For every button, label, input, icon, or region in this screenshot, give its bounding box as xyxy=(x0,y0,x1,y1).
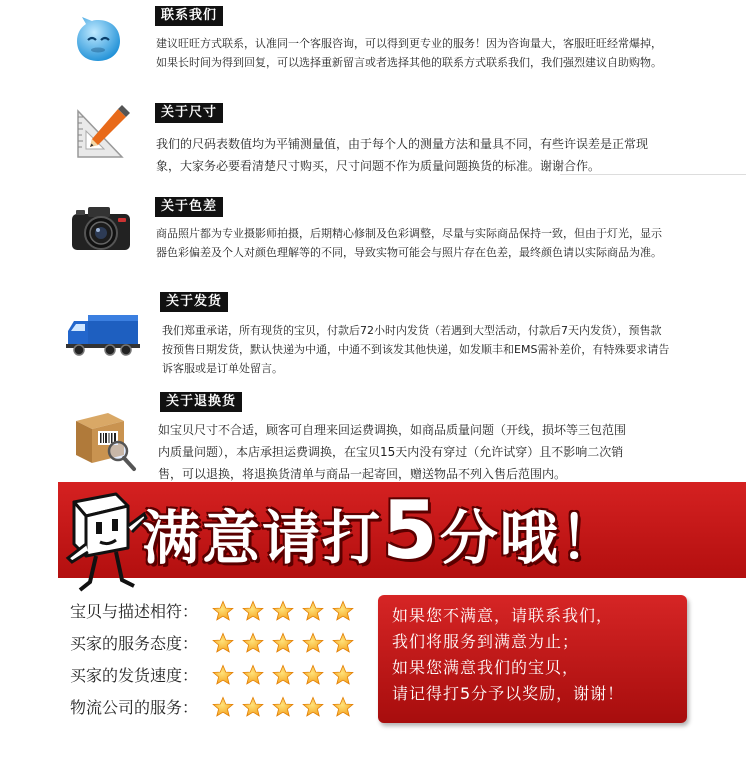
package-barcode-icon xyxy=(72,407,138,473)
text-line: 诉客服或是订单处留言。 xyxy=(162,362,283,375)
camera-icon xyxy=(70,202,132,254)
banner-text-before: 满意请打 xyxy=(142,504,383,572)
rating-label: 买家的服务态度： xyxy=(70,634,199,653)
notice-line: 如果您满意我们的宝贝， xyxy=(392,658,580,677)
text-line: 我们的尺码表数值均为平铺测量值，由于每个人的测量方法和量具不同，有些许误差是正常现 xyxy=(156,137,649,151)
notice-line: 请记得打5分予以奖励，谢谢！ xyxy=(392,684,625,703)
section-text xyxy=(156,224,716,262)
notice-line: 如果您不满意，请联系我们， xyxy=(392,606,614,625)
rating-label: 宝贝与描述相符： xyxy=(70,602,199,621)
star-icon[interactable] xyxy=(272,696,294,718)
rating-row xyxy=(70,694,370,722)
star-icon[interactable] xyxy=(302,696,324,718)
banner-number: 5 xyxy=(382,484,440,577)
star-icon[interactable] xyxy=(242,632,264,654)
star-icon[interactable] xyxy=(242,664,264,686)
star-icon[interactable] xyxy=(242,696,264,718)
section-tag: 关于退换货 xyxy=(160,392,242,412)
section-tag: 关于尺寸 xyxy=(155,103,223,123)
box-mascot-icon xyxy=(60,486,148,598)
section-size xyxy=(0,95,750,190)
banner-title xyxy=(142,486,620,576)
star-icon[interactable] xyxy=(332,632,354,654)
star-icon[interactable] xyxy=(212,632,234,654)
delivery-truck-icon xyxy=(66,313,140,357)
chat-smiley-icon xyxy=(72,14,124,66)
text-line: 建议旺旺方式联系，认准同一个客服咨询，可以得到更专业的服务！因为咨询量大，客服旺旺经常爆掉， xyxy=(156,37,662,50)
text-line: 售，可以退换，将退换货清单与商品一起寄回，赠送物品不列入售后范围内。 xyxy=(158,467,567,481)
section-text xyxy=(162,321,722,378)
text-line: 象，大家务必要看清楚尺寸购买，尺寸问题不作为质量问题换货的标准。谢谢合作。 xyxy=(156,159,601,173)
star-icon[interactable] xyxy=(302,664,324,686)
section-text xyxy=(158,419,718,485)
star-icon[interactable] xyxy=(272,600,294,622)
divider xyxy=(560,174,746,175)
text-line: 器色彩偏差及个人对颜色理解等的不同，导致实物可能会与照片存在色差，最终颜色请以实际商品为准。 xyxy=(156,246,662,259)
star-icon[interactable] xyxy=(212,600,234,622)
text-line: 按预售日期发货，默认快递为中通，中通不到该发其他快递，如发顺丰和EMS需补差价，有特殊要求请告 xyxy=(162,343,670,356)
notice-line: 我们将服务到满意为止； xyxy=(392,632,580,651)
text-line: 内质量问题），本店承担运费调换，在宝贝15天内没有穿过（允许试穿）且不影响二次销 xyxy=(158,445,624,459)
section-color xyxy=(0,190,750,285)
star-icon[interactable] xyxy=(332,664,354,686)
rating-row xyxy=(70,630,370,658)
text-line: 我们郑重承诺，所有现货的宝贝，付款后72小时内发货（若遇到大型活动，付款后7天内发货），预售款 xyxy=(162,324,662,337)
section-shipping xyxy=(0,285,750,385)
star-icon[interactable] xyxy=(272,664,294,686)
rating-label: 买家的发货速度： xyxy=(70,666,199,685)
rating-row xyxy=(70,662,370,690)
star-icon[interactable] xyxy=(302,632,324,654)
star-icon[interactable] xyxy=(302,600,324,622)
rating-label: 物流公司的服务： xyxy=(70,698,199,717)
text-line: 如宝贝尺寸不合适，顾客可自理来回运费调换，如商品质量问题（开线，损坏等三包范围 xyxy=(158,423,627,437)
text-line: 商品照片都为专业摄影师拍摄，后期精心修制及色彩调整，尽量与实际商品保持一致，但由于灯光，显示 xyxy=(156,227,662,240)
star-icon[interactable] xyxy=(242,600,264,622)
section-contact xyxy=(0,0,750,95)
banner-text-after: 分哦！ xyxy=(439,504,620,572)
section-tag: 联系我们 xyxy=(155,6,223,26)
section-text xyxy=(156,34,716,72)
star-icon[interactable] xyxy=(212,664,234,686)
section-tag: 关于色差 xyxy=(155,197,223,217)
rating-row xyxy=(70,598,370,626)
section-tag: 关于发货 xyxy=(160,292,228,312)
star-icon[interactable] xyxy=(212,696,234,718)
ruler-pencil-icon xyxy=(74,103,132,161)
section-returns xyxy=(0,385,750,482)
star-icon[interactable] xyxy=(332,600,354,622)
star-icon[interactable] xyxy=(272,632,294,654)
star-icon[interactable] xyxy=(332,696,354,718)
notice-box xyxy=(378,595,687,723)
text-line: 如果长时间为得到回复，可以选择重新留言或者选择其他的联系方式联系我们，我们强烈建议自助购物。 xyxy=(156,56,662,69)
section-text xyxy=(156,133,716,177)
